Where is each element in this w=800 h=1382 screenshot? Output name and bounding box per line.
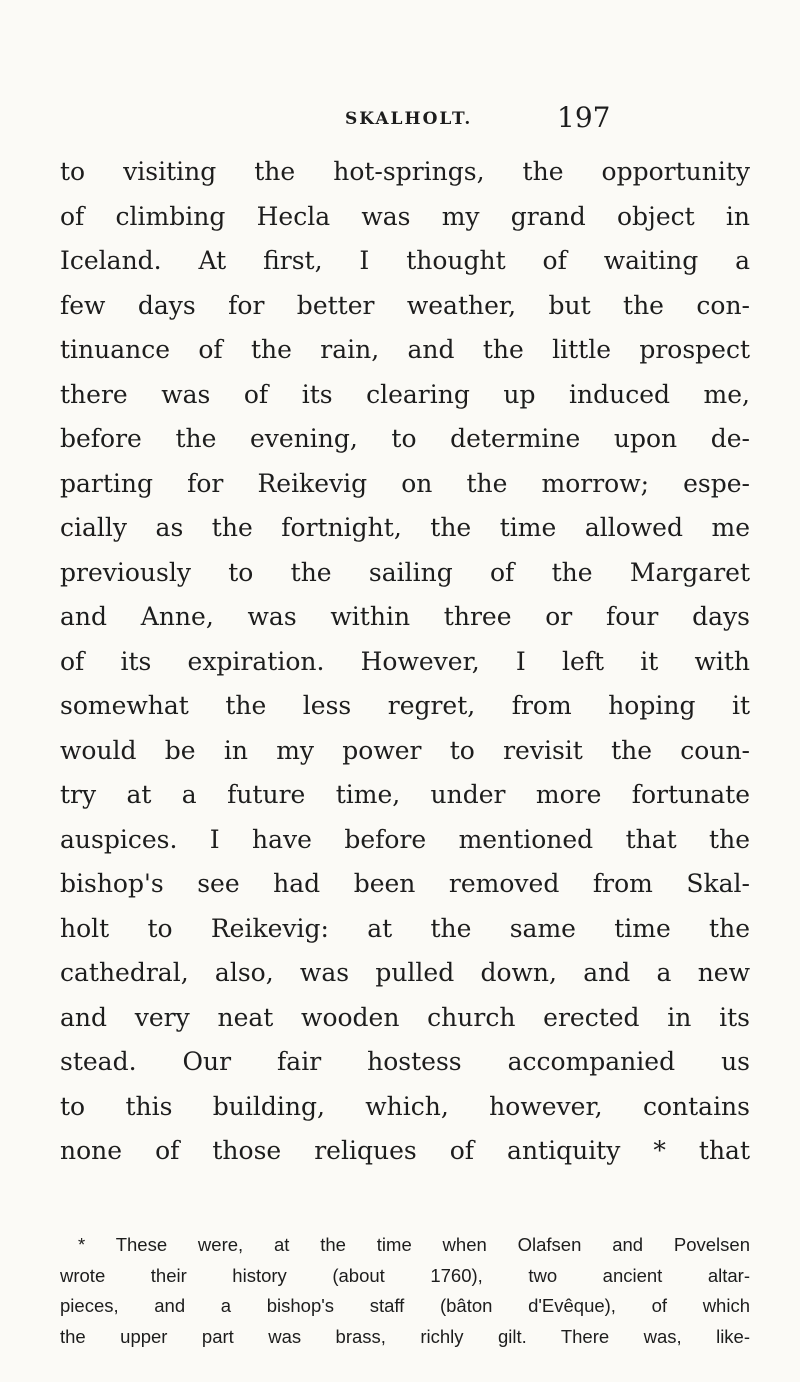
- body-line: of its expiration. However, I left it with: [60, 646, 750, 676]
- body-line: and very neat wooden church erected in its: [60, 1002, 750, 1032]
- body-line: holt to Reikevig: at the same time the: [60, 913, 750, 943]
- body-line: would be in my power to revisit the coun-: [60, 735, 750, 765]
- body-line: try at a future time, under more fortunate: [60, 780, 750, 809]
- running-head: [0, 101, 800, 141]
- body-text: [60, 150, 750, 1174]
- body-line: Iceland. At first, I thought of waiting a: [60, 246, 750, 275]
- body-line: parting for Reikevig on the morrow; espe-: [60, 468, 750, 498]
- body-line: few days for better weather, but the con-: [60, 290, 750, 320]
- footnote-line: wrote their history (about 1760), two ancient altar-: [60, 1264, 750, 1286]
- body-line: somewhat the less regret, from hoping it: [60, 691, 750, 720]
- running-title: SKALHOLT.: [345, 109, 473, 129]
- body-line: to this building, which, however, contains: [60, 1091, 750, 1121]
- body-line: none of those reliques of antiquity * that: [60, 1136, 750, 1165]
- body-line: bishop's see had been removed from Skal-: [60, 869, 750, 898]
- footnote-line: pieces, and a bishop's staff (bâton d'Evêque), of which: [60, 1295, 750, 1316]
- body-line: stead. Our fair hostess accompanied us: [60, 1047, 750, 1076]
- body-line: before the evening, to determine upon de-: [60, 424, 750, 453]
- body-line: cially as the fortnight, the time allowed me: [60, 513, 750, 542]
- footnote-line: the upper part was brass, richly gilt. There was, like-: [60, 1325, 750, 1347]
- body-line: of climbing Hecla was my grand object in: [60, 201, 750, 231]
- page-number: 197: [557, 101, 611, 134]
- body-line: auspices. I have before mentioned that the: [60, 824, 750, 854]
- footnote-line: * These were, at the time when Olafsen and Povelsen: [78, 1234, 750, 1255]
- body-line: there was of its clearing up induced me,: [60, 379, 750, 409]
- body-line: and Anne, was within three or four days: [60, 602, 750, 631]
- body-line: tinuance of the rain, and the little prospect: [60, 335, 750, 364]
- body-line: previously to the sailing of the Margaret: [60, 557, 750, 587]
- footnote: [60, 1230, 750, 1352]
- body-line: to visiting the hot-springs, the opportunity: [60, 157, 750, 186]
- body-line: cathedral, also, was pulled down, and a new: [60, 958, 750, 987]
